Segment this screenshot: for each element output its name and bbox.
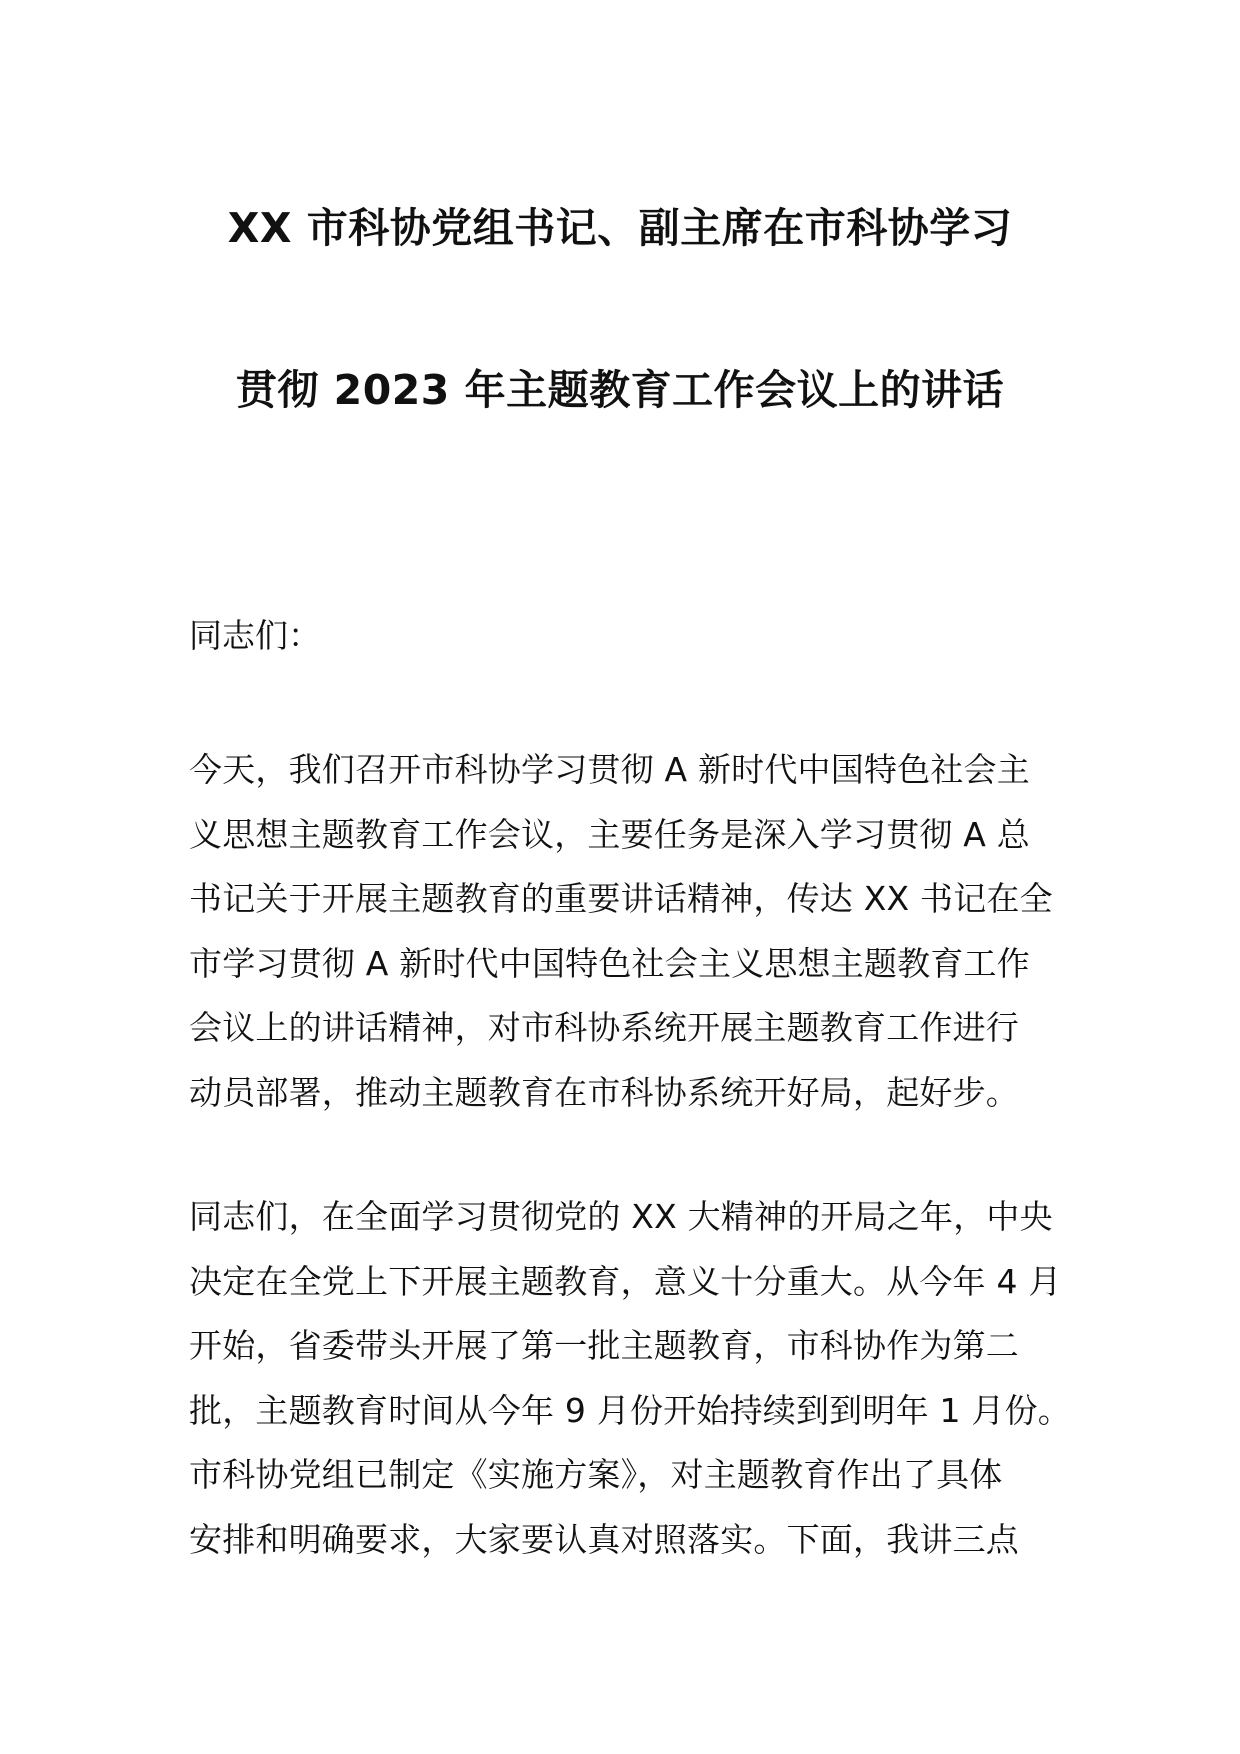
- body-paragraph-1: [189, 738, 1055, 1125]
- document-title-line-2: 贯彻 2023 年主题教育工作会议上的讲话: [235, 366, 1005, 414]
- paragraph-line: 批，主题教育时间从今年 9 月份开始持续到到明年 1 月份。: [189, 1390, 1071, 1430]
- salutation: 同志们：: [189, 616, 321, 655]
- paragraph-line: 开始，省委带头开展了第一批主题教育，市科协作为第二: [189, 1326, 1019, 1365]
- paragraph-line: 动员部署，推动主题教育在市科协系统开好局，起好步。: [189, 1072, 1019, 1112]
- paragraph-line: 今天，我们召开市科协学习贯彻 A 新时代中国特色社会主: [189, 750, 1030, 789]
- paragraph-line: 同志们，在全面学习贯彻党的 XX 大精神的开局之年，中央: [189, 1197, 1053, 1236]
- document-title-line-1: XX 市科协党组书记、副主席在市科协学习: [227, 204, 1013, 252]
- paragraph-line: 市科协党组已制定《实施方案》，对主题教育作出了具体: [189, 1455, 1003, 1494]
- body-paragraph-2: [189, 1185, 1071, 1572]
- paragraph-line: 市学习贯彻 A 新时代中国特色社会主义思想主题教育工作: [189, 943, 1030, 983]
- paragraph-line: 义思想主题教育工作会议，主要任务是深入学习贯彻 A 总: [189, 814, 1030, 854]
- paragraph-line: 决定在全党上下开展主题教育，意义十分重大。从今年 4 月: [189, 1261, 1062, 1301]
- paragraph-line: 安排和明确要求，大家要认真对照落实。下面，我讲三点: [189, 1519, 1019, 1559]
- paragraph-line: 会议上的讲话精神，对市科协系统开展主题教育工作进行: [189, 1008, 1019, 1047]
- paragraph-line: 书记关于开展主题教育的重要讲话精神，传达 XX 书记在全: [189, 879, 1053, 918]
